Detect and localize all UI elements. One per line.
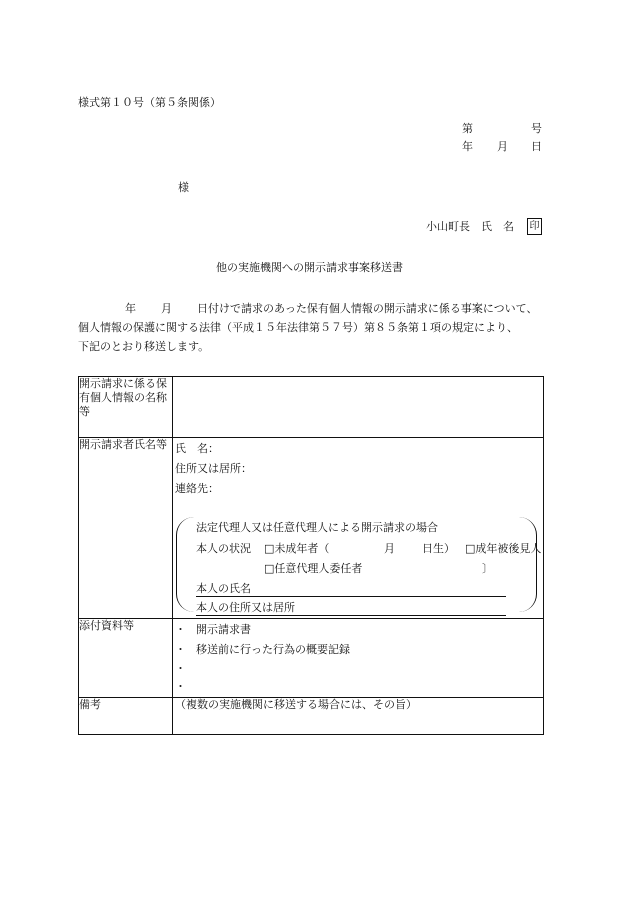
- remarks-label: 備考: [79, 698, 173, 735]
- proxy-heading: 法定代理人又は任意代理人による開示請求の場合: [196, 521, 438, 534]
- minor-birthday: 日生）: [422, 542, 455, 555]
- requester-field: [173, 438, 544, 619]
- number-label-left: 第: [462, 122, 473, 135]
- contact-label: 連絡先：: [175, 482, 219, 495]
- table-row: [79, 619, 544, 698]
- principal-address-underline: [196, 615, 506, 616]
- transfer-form-table: [78, 376, 544, 735]
- information-name-label: 開示請求に係る保有個人情報の名称等: [79, 377, 173, 438]
- attachment-item: 移送前に行った行為の概要記録: [196, 643, 350, 656]
- body-line3: 下記のとおり移送します。: [78, 340, 210, 353]
- name-label: 氏 名：: [175, 442, 219, 455]
- body-year: 年: [125, 302, 136, 315]
- bullet-marker: ・: [175, 680, 186, 693]
- principal-name-underline: [196, 596, 506, 597]
- body-line1: 日付けで請求のあった保有個人情報の開示請求に係る事案について、: [197, 302, 538, 315]
- bullet-marker: ・: [175, 643, 186, 656]
- issuer: 小山町長 氏 名: [426, 220, 514, 233]
- principal-address: 本人の住所又は居所: [196, 601, 295, 614]
- address-label: 住所又は居所：: [175, 462, 252, 475]
- document-title: 他の実施機関への開示請求事案移送書: [216, 261, 403, 274]
- date-year: 年: [462, 140, 473, 153]
- date-day: 日: [531, 140, 542, 153]
- minor-option: □未成年者（: [264, 542, 330, 555]
- form-number: 様式第１０号（第５条関係）: [78, 96, 221, 109]
- minor-month: 月: [384, 542, 395, 555]
- table-row: [79, 698, 544, 735]
- bullet-marker: ・: [175, 623, 186, 636]
- date-month: 月: [497, 140, 508, 153]
- attachments-field: [173, 619, 544, 698]
- guardian-option: □成年被後見人: [465, 542, 542, 555]
- table-row: [79, 438, 544, 619]
- seal-stamp: 印: [527, 218, 542, 235]
- attachments-label: 添付資料等: [79, 619, 173, 698]
- remarks-field: [173, 698, 544, 735]
- close-bracket: 〕: [482, 562, 493, 575]
- status-label: 本人の状況: [196, 542, 251, 555]
- addressee-suffix: 様: [178, 181, 189, 194]
- body-line2: 個人情報の保護に関する法律（平成１５年法律第５７号）第８５条第１項の規定により、: [78, 321, 518, 334]
- requester-label: 開示請求者氏名等: [79, 438, 173, 619]
- table-row: [79, 377, 544, 438]
- attachment-item: 開示請求書: [196, 623, 251, 636]
- principal-name: 本人の氏名: [196, 582, 251, 595]
- information-name-field: [173, 377, 544, 438]
- remarks-text: （複数の実施機関に移送する場合には、その旨）: [175, 698, 417, 711]
- agent-option: □任意代理人委任者: [264, 562, 363, 575]
- number-label-right: 号: [531, 122, 542, 135]
- bullet-marker: ・: [175, 662, 186, 675]
- body-month: 月: [161, 302, 172, 315]
